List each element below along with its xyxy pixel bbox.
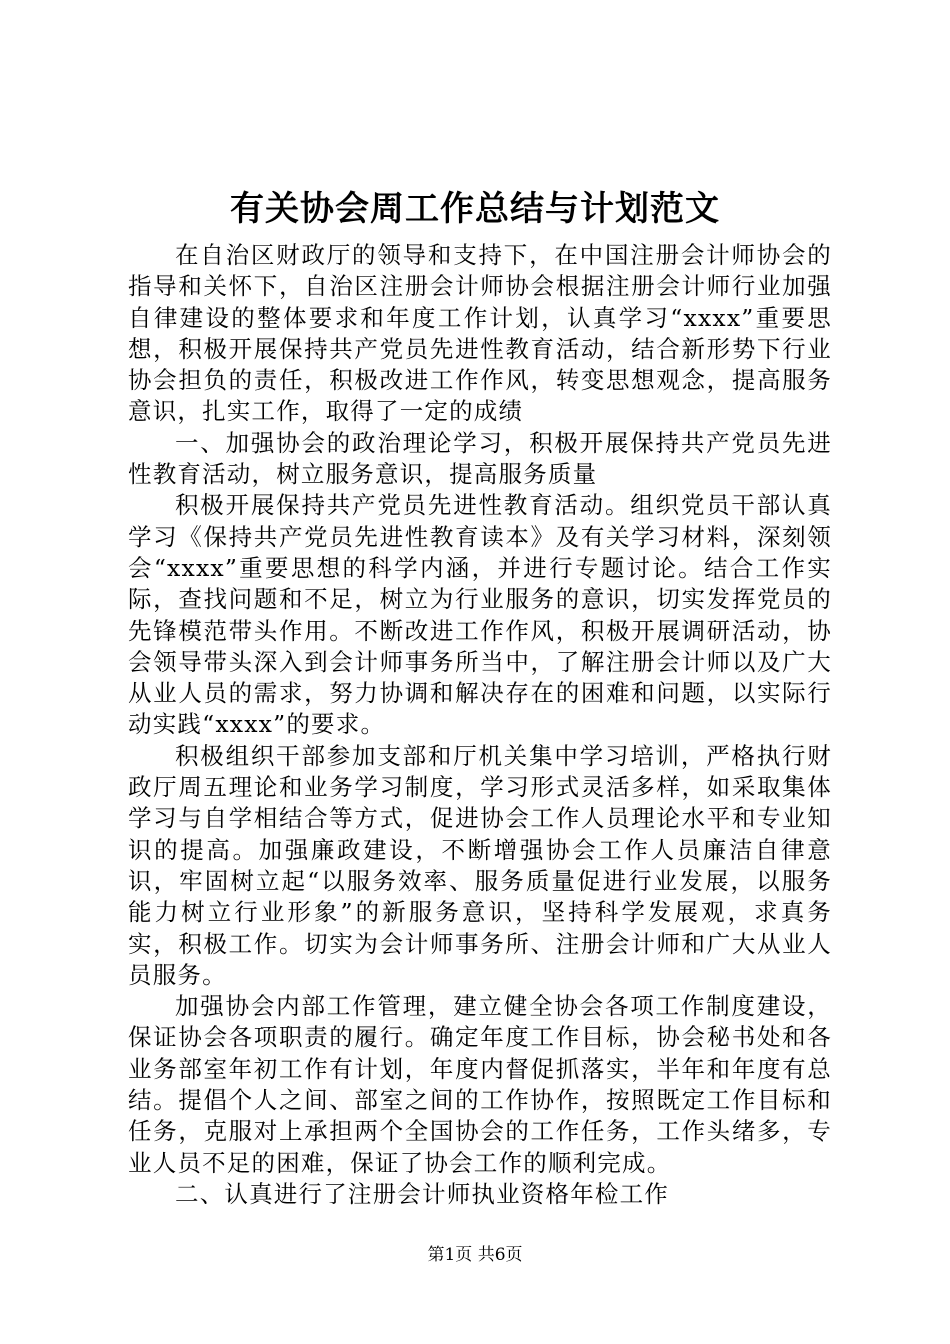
paragraph-training: 积极组织干部参加支部和厅机关集中学习培训，严格执行财政厅周五理论和业务学习制度，学习形式灵活多样，如采取集体学习与自学相结合等方式，促进协会工作人员理论水平和专业知识的提高。加强廉政建设，不断增强协会工作人员廉洁自律意识，牢固树立起“以服务效率、服务质量促进行业发展，以服务能力树立行业形象”的新服务意识，坚持科学发展观，求真务实，积极工作。切实为会计师事务所、注册会计师和广大从业人员服务。 <box>128 741 832 989</box>
section-heading-2: 二、认真进行了注册会计师执业资格年检工作 <box>175 1179 669 1208</box>
document-body <box>128 240 832 1210</box>
section-heading-1: 一、加强协会的政治理论学习，积极开展保持共产党员先进性教育活动，树立服务意识，提高服务质量 <box>128 428 832 489</box>
paragraph-internal-management: 加强协会内部工作管理，建立健全协会各项工作制度建设，保证协会各项职责的履行。确定年度工作目标，协会秘书处和各业务部室年初工作有计划，年度内督促抓落实，半年和年度有总结。提倡个人之间、部室之间的工作协作，按照既定工作目标和任务，克服对上承担两个全国协会的工作任务，工作头绪多，专业人员不足的困难，保证了协会工作的顺利完成。 <box>128 992 832 1177</box>
page-number-footer: 第1页 共6页 <box>427 1245 523 1265</box>
paragraph-education-activity: 积极开展保持共产党员先进性教育活动。组织党员干部认真学习《保持共产党员先进性教育读本》及有关学习材料，深刻领会“xxxx”重要思想的科学内涵，并进行专题讨论。结合工作实际，查找问题和不足，树立为行业服务的意识，切实发挥党员的先锋模范带头作用。不断改进工作作风，积极开展调研活动，协会领导带头深入到会计师事务所当中，了解注册会计师以及广大从业人员的需求，努力协调和解决存在的困难和问题，以实际行动实践“xxxx”的要求。 <box>128 491 832 739</box>
paragraph-intro: 在自治区财政厅的领导和支持下，在中国注册会计师协会的指导和关怀下，自治区注册会计师协会根据注册会计师行业加强自律建设的整体要求和年度工作计划，认真学习“xxxx”重要思想，积极开展保持共产党员先进性教育活动，结合新形势下行业协会担负的责任，积极改进工作作风，转变思想观念，提高服务意识，扎实工作，取得了一定的成绩 <box>128 241 832 426</box>
document-title: 有关协会周工作总结与计划范文 <box>230 189 720 229</box>
